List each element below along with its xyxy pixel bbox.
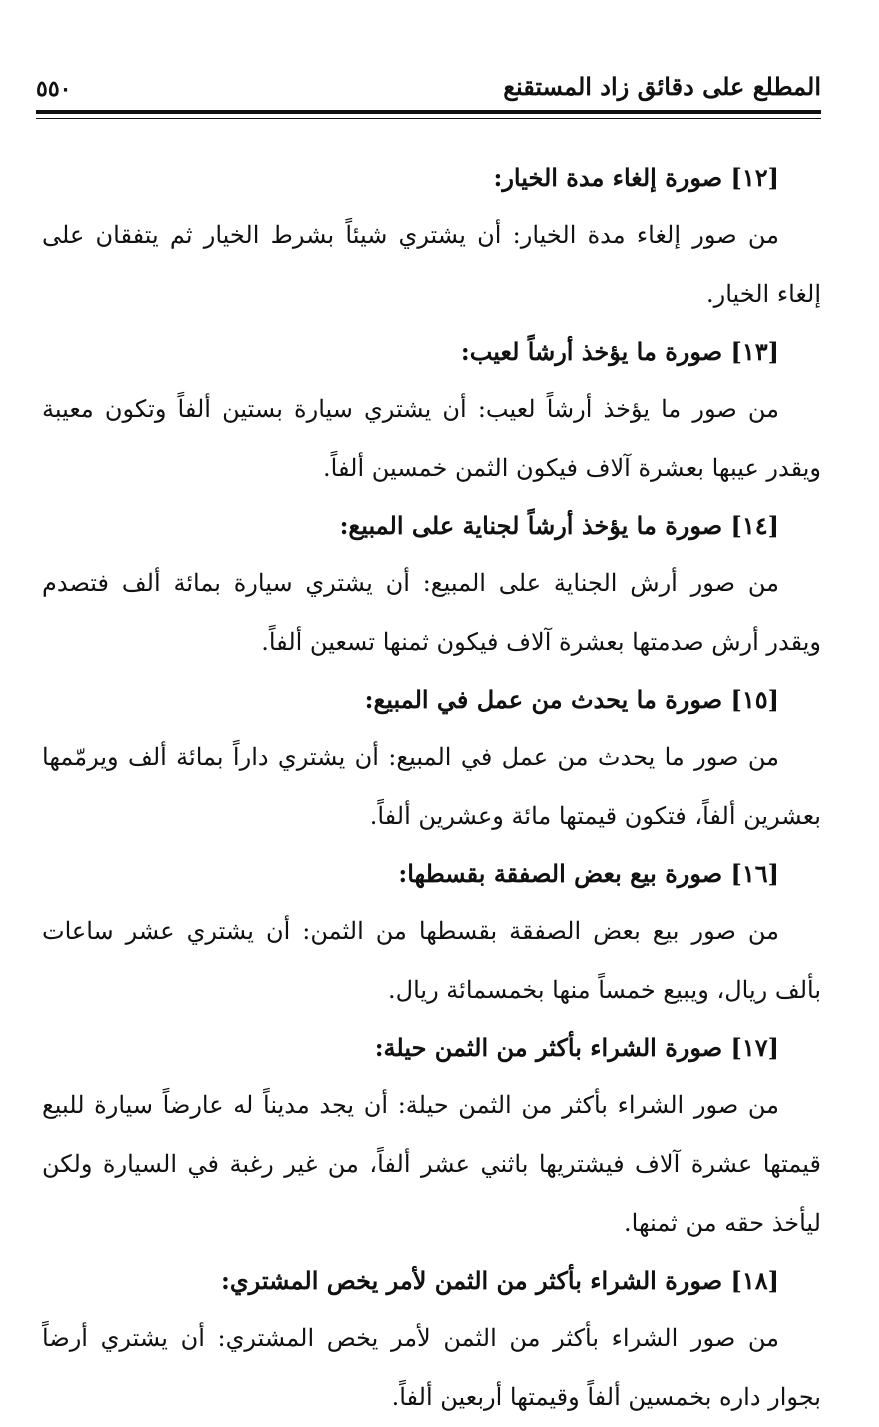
page-content [42,150,821,1427]
header-rule-thin [36,118,821,119]
section-14 [42,498,821,672]
section-heading: [١٨] صورة الشراء بأكثر من الثمن لأمر يخص المشتري: [220,1266,779,1295]
section-15 [42,672,821,846]
section-heading: [١٣] صورة ما يؤخذ أرشاً لعيب: [460,337,779,366]
section-heading: [١٧] صورة الشراء بأكثر من الثمن حيلة: [374,1033,779,1062]
section-12 [42,150,821,324]
section-heading: [١٢] صورة إلغاء مدة الخيار: [493,163,779,192]
section-body: من صور إلغاء مدة الخيار: أن يشتري شيئاً بشرط الخيار ثم يتفقان على إلغاء الخيار. [42,221,821,308]
section-heading: [١٤] صورة ما يؤخذ أرشاً لجناية على المبيع: [339,511,779,540]
section-13 [42,324,821,498]
section-16 [42,846,821,1020]
section-body: من صور الشراء بأكثر من الثمن لأمر يخص المشتري: أن يشتري أرضاً بجوار داره بخمسين ألفاً وقيمتها أربعين ألفاً. [42,1324,821,1411]
running-header [36,70,821,110]
section-body: من صور بيع بعض الصفقة بقسطها من الثمن: أن يشتري عشر ساعات بألف ريال، ويبيع خمساً منها بخمسمائة ريال. [42,917,821,1004]
page-number: ٥٥٠ [36,76,72,102]
section-heading: [١٥] صورة ما يحدث من عمل في المبيع: [364,685,779,714]
section-18 [42,1253,821,1427]
section-heading: [١٦] صورة بيع بعض الصفقة بقسطها: [398,859,779,888]
section-body: من صور ما يحدث من عمل في المبيع: أن يشتري داراً بمائة ألف ويرمّمها بعشرين ألفاً، فتكون قيمتها مائة وعشرين ألفاً. [42,743,821,830]
section-body: من صور الشراء بأكثر من الثمن حيلة: أن يجد مديناً له عارضاً سيارة للبيع قيمتها عشرة آلاف فيشتريها باثني عشر ألفاً، من غير رغبة في السيارة ولكن ليأخذ حقه من ثمنها. [42,1091,821,1237]
header-rule-thick [36,110,821,114]
section-body: من صور أرش الجناية على المبيع: أن يشتري سيارة بمائة ألف فتصدم ويقدر أرش صدمتها بعشرة آلاف فيكون ثمنها تسعين ألفاً. [42,569,821,656]
book-title: المطلع على دقائق زاد المستقنع [503,72,821,101]
section-body: من صور ما يؤخذ أرشاً لعيب: أن يشتري سيارة بستين ألفاً وتكون معيبة ويقدر عيبها بعشرة آلاف فيكون الثمن خمسين ألفاً. [42,395,821,482]
section-17 [42,1020,821,1253]
